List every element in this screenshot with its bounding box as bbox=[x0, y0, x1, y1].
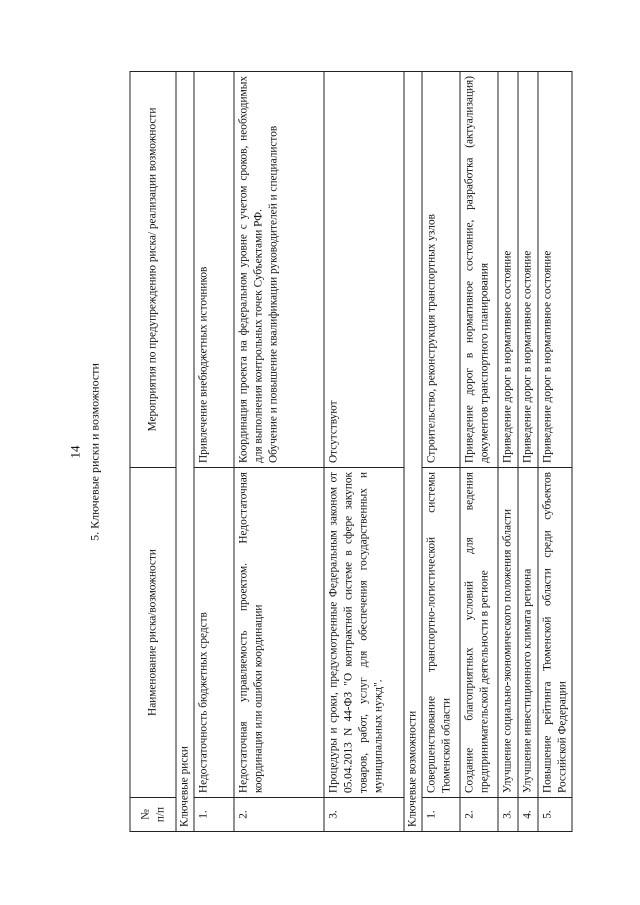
rotated-content bbox=[68, 62, 573, 842]
row-num: 1. bbox=[194, 798, 234, 832]
table-row bbox=[460, 72, 498, 832]
row-measures: Приведение дорог в нормативное состояние bbox=[538, 72, 573, 468]
table-row bbox=[538, 72, 573, 832]
page-number: 14 bbox=[67, 445, 83, 459]
row-measures: Отсутствуют bbox=[324, 72, 404, 468]
header-name: Наименование риска/возможности bbox=[130, 468, 176, 798]
row-measures: Координация проекта на федеральном уровне с учетом сроков, необходимых для выполнения контрольных точек Субъектами РФ. Обучение и повышение квалификации руководителей и специалистов bbox=[234, 72, 324, 468]
table-header-row bbox=[130, 72, 176, 832]
row-measures: Приведение дорог в нормативное состояние bbox=[518, 72, 538, 468]
row-measures: Приведение дорог в нормативное состояние, разработка (актуализация) документов транспортного планирования bbox=[460, 72, 498, 468]
row-num: 3. bbox=[324, 798, 404, 832]
table-row bbox=[324, 72, 404, 832]
section-row-risks bbox=[176, 72, 194, 832]
row-name: Повышение рейтинга Тюменской области среди субъектов Российской Федерации bbox=[538, 468, 573, 798]
table-row bbox=[234, 72, 324, 832]
table-row bbox=[498, 72, 518, 832]
section-row-opportunities bbox=[404, 72, 422, 832]
row-name: Создание благоприятных условий для ведения предпринимательской деятельности в регионе bbox=[460, 468, 498, 798]
row-name: Улучшение социально-экономического положения области bbox=[498, 468, 518, 798]
row-num: 2. bbox=[460, 798, 498, 832]
row-measures: Строительство, реконструкция транспортных узлов bbox=[422, 72, 460, 468]
row-num: 4. bbox=[518, 798, 538, 832]
row-num: 1. bbox=[422, 798, 460, 832]
section-title-risks: Ключевые риски bbox=[176, 72, 194, 832]
row-num: 3. bbox=[498, 798, 518, 832]
row-name: Улучшение инвестиционного климата региона bbox=[518, 468, 538, 798]
section-title: 5. Ключевые риски и возможности bbox=[87, 363, 102, 541]
table-row bbox=[194, 72, 234, 832]
table-row bbox=[518, 72, 538, 832]
row-measures: Привлечение внебюджетных источников bbox=[194, 72, 234, 468]
row-name: Недостаточная управляемость проектом. Недостаточная координация или ошибки координации bbox=[234, 468, 324, 798]
table-row bbox=[422, 72, 460, 832]
row-measures: Приведение дорог в нормативное состояние bbox=[498, 72, 518, 468]
section-title-opportunities: Ключевые возможности bbox=[404, 72, 422, 832]
row-name: Совершенствование транспортно-логистической системы Тюменской области bbox=[422, 468, 460, 798]
risks-table bbox=[130, 71, 573, 832]
row-num: 2. bbox=[234, 798, 324, 832]
row-num: 5. bbox=[538, 798, 573, 832]
row-name: Процедуры и сроки, предусмотренные Федеральным законом от 05.04.2013 N 44-ФЗ "О контрактной системе в сфере закупок товаров, работ, услуг для обеспечения государственных и муниципальных нужд". bbox=[324, 468, 404, 798]
row-name: Недостаточность бюджетных средств bbox=[194, 468, 234, 798]
header-num: № п/п bbox=[130, 798, 176, 832]
header-measures: Мероприятия по предупреждению риска/ реализации возможности bbox=[130, 72, 176, 468]
